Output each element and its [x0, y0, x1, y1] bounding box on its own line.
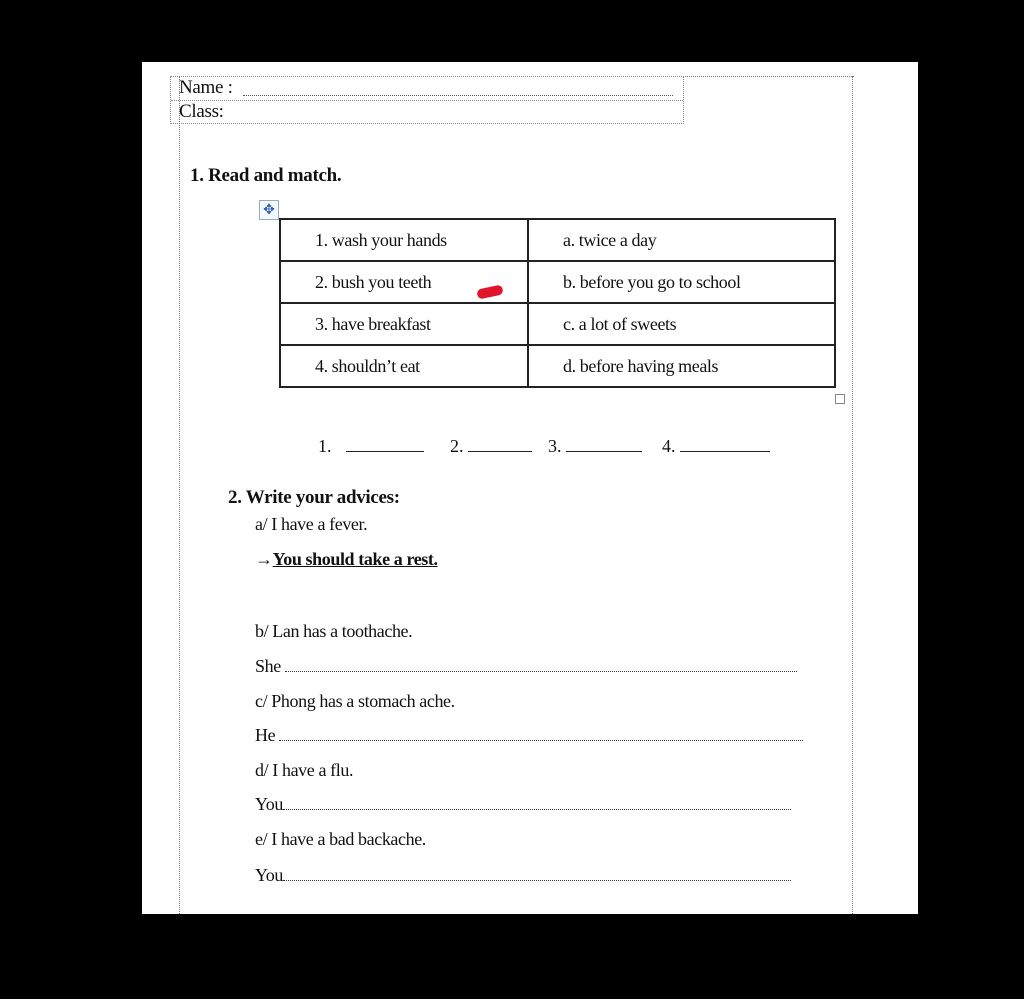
table-cell: a. twice a day — [528, 219, 835, 261]
answer-start: You — [255, 865, 283, 885]
answer-line-e — [255, 865, 791, 886]
match-table — [279, 218, 836, 388]
model-answer-text: You should take a rest. — [272, 549, 438, 569]
answer-number: 4. — [662, 436, 676, 456]
answer-number: 3. — [548, 436, 562, 456]
table-row — [280, 219, 835, 261]
table-cell: 1. wash your hands — [280, 219, 528, 261]
prompt-d: d/ I have a flu. — [255, 760, 354, 780]
answer-field-c[interactable] — [279, 726, 803, 741]
prompt-a: a/ I have a fever. — [255, 514, 368, 534]
name-class-box — [170, 76, 684, 124]
table-cell: d. before having meals — [528, 345, 835, 387]
table-resize-handle[interactable] — [835, 394, 845, 404]
worksheet-page — [142, 62, 918, 914]
table-move-handle-icon[interactable]: ✥ — [259, 200, 279, 220]
answer-field-d[interactable] — [283, 795, 791, 810]
table-row — [280, 261, 835, 303]
answer-blank-3[interactable] — [566, 435, 642, 452]
page-margin-left — [179, 76, 180, 914]
name-field[interactable] — [243, 95, 673, 96]
table-cell: 4. shouldn’t eat — [280, 345, 528, 387]
table-cell: b. before you go to school — [528, 261, 835, 303]
answer-field-e[interactable] — [283, 866, 791, 881]
table-cell: 2. bush you teeth — [280, 261, 528, 303]
prompt-e: e/ I have a bad backache. — [255, 829, 426, 849]
table-cell: c. a lot of sweets — [528, 303, 835, 345]
section2-title: 2. Write your advices: — [228, 487, 400, 508]
model-answer — [255, 549, 438, 570]
answer-blank-1[interactable] — [346, 435, 424, 452]
table-cell: 3. have breakfast — [280, 303, 528, 345]
answer-start: She — [255, 656, 281, 676]
answer-blank-4[interactable] — [680, 435, 770, 452]
prompt-c: c/ Phong has a stomach ache. — [255, 691, 455, 711]
table-row — [280, 345, 835, 387]
answer-line-c — [255, 725, 803, 746]
table-row — [280, 303, 835, 345]
answer-field-b[interactable] — [285, 657, 797, 672]
name-label: Name : — [179, 77, 233, 98]
arrow-icon: → — [255, 549, 273, 569]
answer-number: 2. — [450, 436, 464, 456]
page-margin-right — [852, 76, 853, 914]
answer-start: He — [255, 725, 276, 745]
prompt-b: b/ Lan has a toothache. — [255, 621, 413, 641]
answer-line-b — [255, 656, 797, 677]
class-label: Class: — [179, 101, 224, 122]
section1-title: 1. Read and match. — [190, 165, 342, 186]
answer-start: You — [255, 794, 283, 814]
answer-number: 1. — [318, 436, 332, 456]
answer-blank-2[interactable] — [468, 435, 532, 452]
answer-line-d — [255, 794, 791, 815]
